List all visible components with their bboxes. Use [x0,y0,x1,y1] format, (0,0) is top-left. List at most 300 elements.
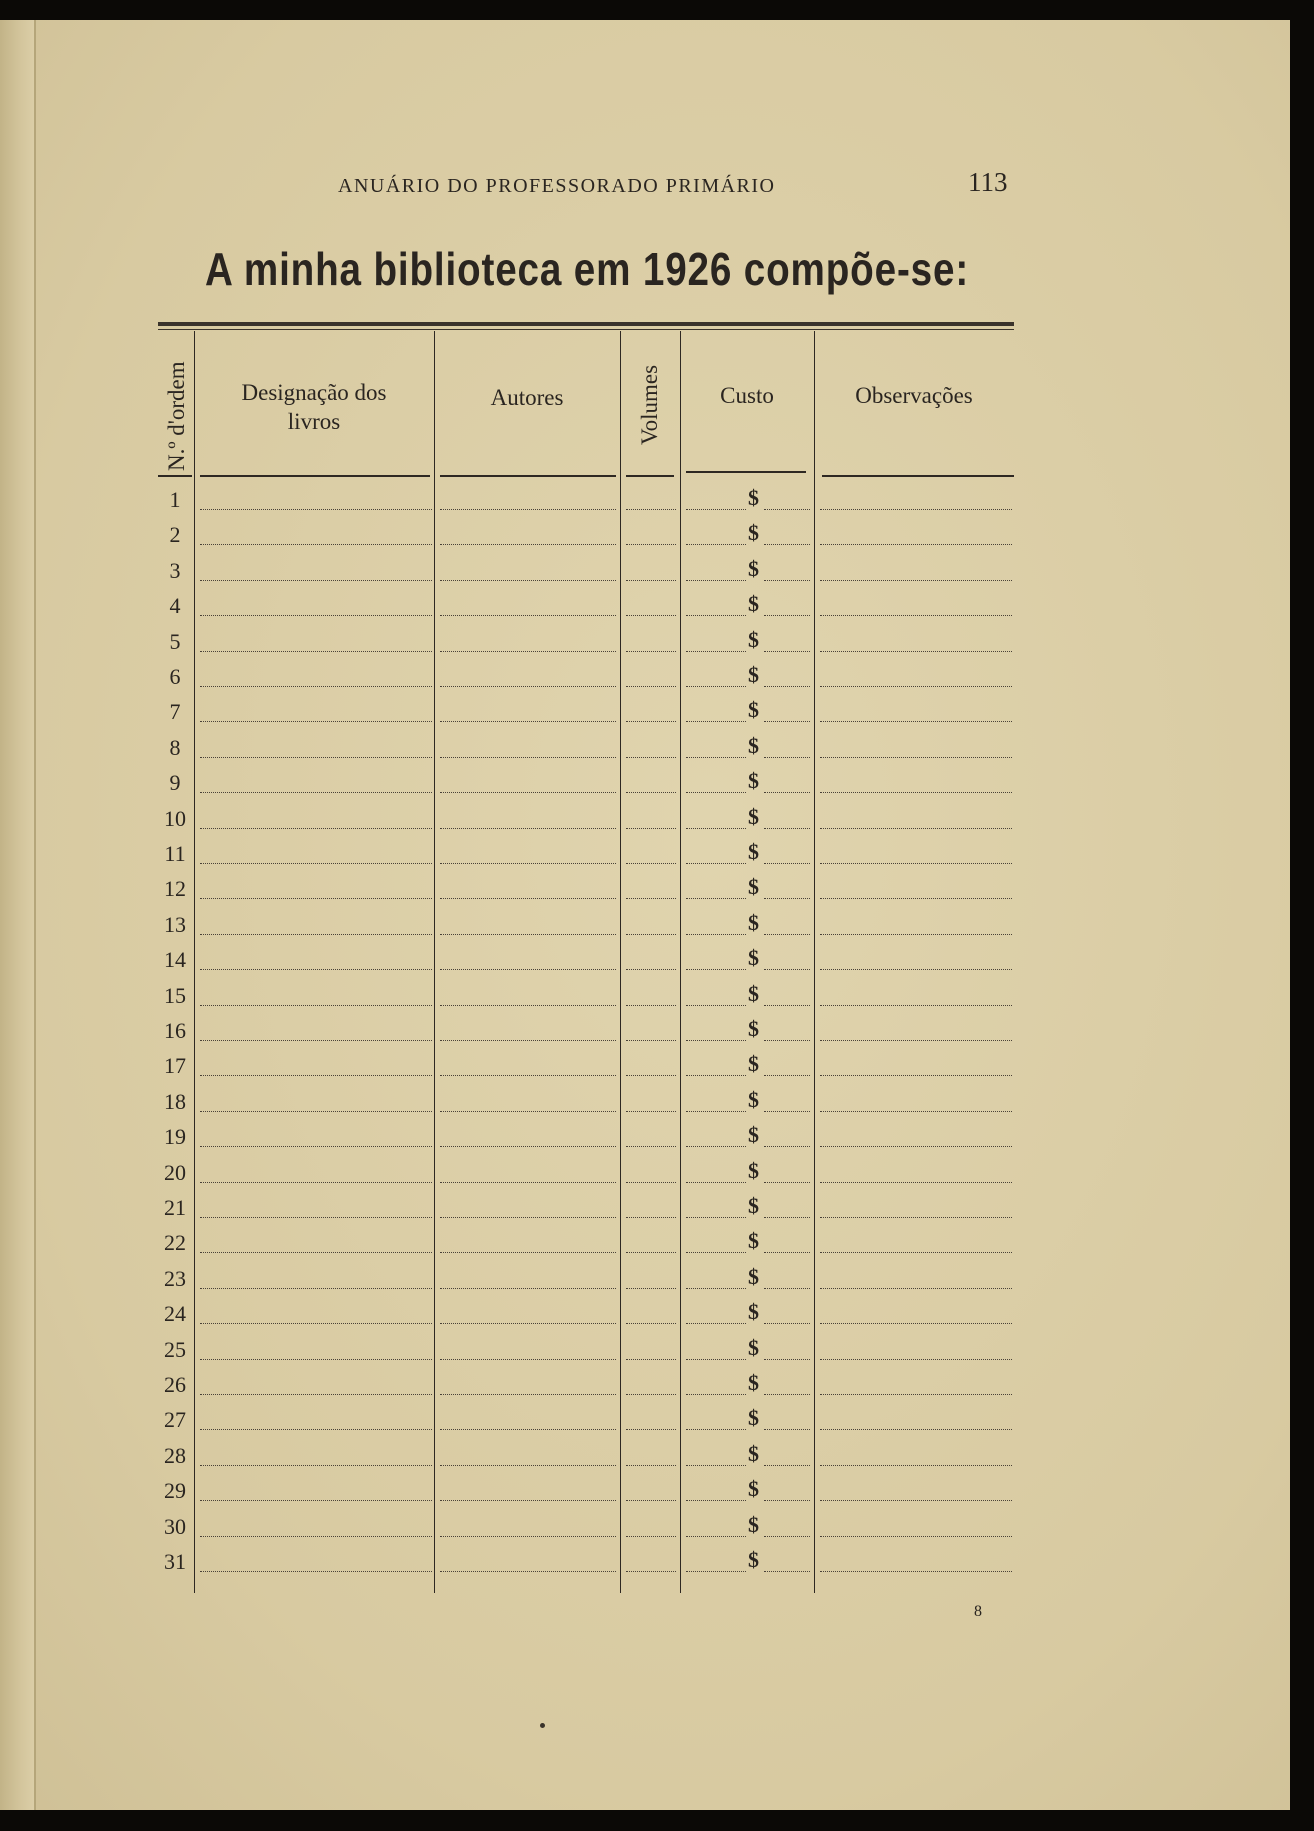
volumes-blank-line [626,792,676,793]
currency-symbol: $ [748,662,759,687]
currency-symbol: $ [748,945,759,971]
row-number: 3 [169,557,181,583]
table-row [158,1545,1014,1580]
designacao-blank-line [200,651,432,652]
custo-blank-line-left [686,1571,746,1572]
header-designacao-line1: Designação dos [241,380,387,405]
designacao-blank-line [200,1288,432,1289]
custo-blank-line-left [686,721,746,722]
table-row [158,695,1014,730]
volumes-blank-line [626,1500,676,1501]
custo-blank-line-left [686,1111,746,1112]
header-observacoes: Observações [855,383,973,408]
table-row [158,943,1014,978]
title-rule-thick [158,322,1014,326]
currency-symbol: $ [748,768,759,794]
header-rule [822,475,1014,477]
volumes-blank-line [626,1217,676,1218]
custo-blank-line-left [686,1536,746,1537]
currency-symbol: $ [748,1228,759,1254]
designacao-blank-line [200,1146,432,1147]
autores-blank-line [440,1252,616,1253]
row-number: 21 [164,1195,186,1220]
table-row [158,483,1014,518]
row-number: 20 [164,1159,186,1185]
designacao-blank-line [200,792,432,793]
autores-blank-line [440,1359,616,1360]
row-number: 22 [164,1230,186,1256]
currency-symbol: $ [748,1016,759,1041]
table-row [158,908,1014,943]
custo-blank-line-right [764,934,810,935]
designacao-blank-line [200,1040,432,1041]
designacao-blank-line [200,828,432,829]
designacao-blank-line [200,721,432,722]
table-row [158,1297,1014,1332]
custo-blank-line-left [686,1217,746,1218]
autores-blank-line [440,721,616,722]
observacoes-blank-line [820,1323,1012,1324]
custo-blank-line-left [686,1323,746,1324]
custo-blank-line-right [764,1536,810,1537]
currency-symbol: $ [748,555,759,581]
table-row [158,979,1014,1014]
observacoes-blank-line [820,1288,1012,1289]
volumes-blank-line [626,1075,676,1076]
table-row [158,1191,1014,1226]
custo-blank-line-right [764,509,810,510]
volumes-blank-line [626,1571,676,1572]
currency-symbol: $ [748,980,759,1006]
currency-symbol: $ [748,1440,759,1466]
custo-blank-line-right [764,1288,810,1289]
observacoes-blank-line [820,1252,1012,1253]
observacoes-blank-line [820,1182,1012,1183]
custo-blank-line-right [764,544,810,545]
table-row [158,802,1014,837]
custo-blank-line-right [764,615,810,616]
autores-blank-line [440,898,616,899]
autores-blank-line [440,580,616,581]
volumes-blank-line [626,1323,676,1324]
page-header [0,155,1290,195]
observacoes-blank-line [820,686,1012,687]
table-row [158,1156,1014,1191]
row-number: 26 [164,1372,186,1397]
row-number: 11 [164,841,186,866]
row-number: 25 [164,1336,186,1362]
custo-blank-line-left [686,828,746,829]
volumes-blank-line [626,1359,676,1360]
autores-blank-line [440,1040,616,1041]
designacao-blank-line [200,580,432,581]
row-number: 6 [169,664,181,689]
designacao-blank-line [200,1394,432,1395]
row-number: 10 [164,805,186,831]
observacoes-blank-line [820,615,1012,616]
library-ledger-table [158,331,1014,1591]
observacoes-blank-line [820,1005,1012,1006]
autores-blank-line [440,1465,616,1466]
currency-symbol: $ [748,1370,759,1395]
volumes-blank-line [626,934,676,935]
custo-blank-line-right [764,1394,810,1395]
row-number: 15 [164,982,186,1008]
currency-symbol: $ [748,1051,759,1077]
observacoes-blank-line [820,1429,1012,1430]
table-row [158,1014,1014,1049]
volumes-blank-line [626,544,676,545]
autores-blank-line [440,792,616,793]
row-number: 14 [164,947,186,973]
autores-blank-line [440,1323,616,1324]
custo-blank-line-right [764,1465,810,1466]
currency-symbol: $ [748,697,759,723]
volumes-blank-line [626,898,676,899]
currency-symbol: $ [748,1122,759,1148]
autores-blank-line [440,1182,616,1183]
row-number: 27 [164,1407,186,1433]
currency-symbol: $ [748,874,759,900]
row-number: 18 [164,1088,186,1114]
page-title: A minha biblioteca em 1926 compõe-se: [205,243,970,295]
custo-blank-line-left [686,969,746,970]
custo-blank-line-right [764,1252,810,1253]
designacao-blank-line [200,615,432,616]
autores-blank-line [440,934,616,935]
header-designacao [194,378,434,436]
volumes-blank-line [626,828,676,829]
row-number: 24 [164,1301,186,1327]
custo-blank-line-left [686,509,746,510]
custo-blank-line-left [686,686,746,687]
custo-blank-line-right [764,1323,810,1324]
observacoes-blank-line [820,721,1012,722]
autores-blank-line [440,615,616,616]
header-rule [626,475,674,477]
volumes-blank-line [626,1182,676,1183]
designacao-blank-line [200,863,432,864]
custo-blank-line-right [764,580,810,581]
table-row [158,1120,1014,1155]
row-number: 31 [164,1549,186,1574]
designacao-blank-line [200,1465,432,1466]
observacoes-blank-line [820,828,1012,829]
row-number: 4 [169,593,181,619]
table-row [158,1368,1014,1403]
table-row [158,625,1014,660]
custo-blank-line-left [686,1075,746,1076]
custo-blank-line-left [686,651,746,652]
row-number: 17 [164,1053,186,1079]
designacao-blank-line [200,509,432,510]
currency-symbol: $ [748,1299,759,1325]
designacao-blank-line [200,1536,432,1537]
custo-blank-line-right [764,651,810,652]
custo-blank-line-left [686,615,746,616]
designacao-blank-line [200,544,432,545]
designacao-blank-line [200,1005,432,1006]
custo-blank-line-right [764,1040,810,1041]
currency-symbol: $ [748,839,759,864]
header-rule [440,475,616,477]
autores-blank-line [440,544,616,545]
designacao-blank-line [200,898,432,899]
volumes-blank-line [626,721,676,722]
custo-blank-line-left [686,863,746,864]
autores-blank-line [440,651,616,652]
autores-blank-line [440,1288,616,1289]
autores-blank-line [440,1536,616,1537]
custo-blank-line-right [764,686,810,687]
row-number: 12 [164,876,186,902]
custo-blank-line-right [764,1359,810,1360]
currency-symbol: $ [748,732,759,758]
autores-blank-line [440,1394,616,1395]
autores-blank-line [440,1075,616,1076]
autores-blank-line [440,1005,616,1006]
custo-blank-line-left [686,1005,746,1006]
volumes-blank-line [626,1429,676,1430]
custo-blank-line-right [764,792,810,793]
designacao-blank-line [200,1252,432,1253]
custo-blank-line-left [686,1500,746,1501]
table-row [158,589,1014,624]
autores-blank-line [440,863,616,864]
row-number: 13 [164,911,186,937]
custo-blank-line-right [764,1005,810,1006]
custo-blank-line-left [686,1040,746,1041]
volumes-blank-line [626,1146,676,1147]
currency-symbol: $ [748,1086,759,1112]
signature-mark: 8 [974,1603,982,1620]
currency-symbol: $ [748,591,759,617]
running-header: ANUÁRIO DO PROFESSORADO PRIMÁRIO [338,175,776,197]
currency-symbol: $ [748,626,759,652]
row-number: 7 [169,699,181,725]
custo-blank-line-left [686,1394,746,1395]
designacao-blank-line [200,1075,432,1076]
designacao-blank-line [200,1182,432,1183]
header-volumes: Volumes [637,364,662,445]
table-row [158,1510,1014,1545]
observacoes-blank-line [820,1500,1012,1501]
header-numero-ordem: N.º d'ordem [164,361,189,471]
custo-blank-line-left [686,1288,746,1289]
observacoes-blank-line [820,580,1012,581]
page-number: 113 [968,167,1008,197]
volumes-blank-line [626,1111,676,1112]
custo-blank-line-right [764,1217,810,1218]
autores-blank-line [440,1146,616,1147]
row-number: 8 [169,734,181,760]
observacoes-blank-line [820,1571,1012,1572]
volumes-blank-line [626,863,676,864]
currency-symbol: $ [748,1157,759,1183]
table-row [158,872,1014,907]
custo-blank-line-right [764,1500,810,1501]
volumes-blank-line [626,509,676,510]
designacao-blank-line [200,757,432,758]
designacao-blank-line [200,1323,432,1324]
observacoes-blank-line [820,1394,1012,1395]
autores-blank-line [440,1217,616,1218]
volumes-blank-line [626,1394,676,1395]
header-rule [686,471,806,473]
custo-blank-line-right [764,863,810,864]
autores-blank-line [440,686,616,687]
currency-symbol: $ [748,1511,759,1537]
title-rule-thin [158,329,1014,330]
autores-blank-line [440,1429,616,1430]
table-row [158,1262,1014,1297]
observacoes-blank-line [820,863,1012,864]
custo-blank-line-right [764,1429,810,1430]
custo-blank-line-left [686,1252,746,1253]
custo-blank-line-left [686,580,746,581]
custo-blank-line-left [686,1429,746,1430]
paper-speck [540,1723,545,1728]
custo-blank-line-left [686,544,746,545]
currency-symbol: $ [748,485,759,510]
volumes-blank-line [626,1465,676,1466]
row-number: 23 [164,1265,186,1291]
volumes-blank-line [626,580,676,581]
volumes-blank-line [626,1288,676,1289]
custo-blank-line-left [686,1146,746,1147]
table-row [158,1474,1014,1509]
designacao-blank-line [200,1429,432,1430]
custo-blank-line-right [764,757,810,758]
table-row [158,1049,1014,1084]
designacao-blank-line [200,1111,432,1112]
designacao-blank-line [200,969,432,970]
designacao-blank-line [200,686,432,687]
table-row [158,731,1014,766]
row-number: 5 [169,628,181,654]
designacao-blank-line [200,1217,432,1218]
observacoes-blank-line [820,544,1012,545]
currency-symbol: $ [748,1476,759,1502]
row-number: 9 [169,770,181,796]
currency-symbol: $ [748,520,759,546]
currency-symbol: $ [748,1263,759,1289]
row-number: 2 [169,522,181,548]
row-number: 19 [164,1124,186,1150]
custo-blank-line-right [764,1571,810,1572]
volumes-blank-line [626,1536,676,1537]
volumes-blank-line [626,969,676,970]
autores-blank-line [440,1571,616,1572]
table-row [158,1403,1014,1438]
custo-blank-line-right [764,828,810,829]
observacoes-blank-line [820,898,1012,899]
row-number: 1 [169,487,181,512]
observacoes-blank-line [820,1536,1012,1537]
volumes-blank-line [626,615,676,616]
header-custo: Custo [720,383,774,408]
row-number: 16 [164,1018,186,1043]
table-row [158,1333,1014,1368]
observacoes-blank-line [820,1217,1012,1218]
observacoes-blank-line [820,757,1012,758]
header-autores: Autores [490,385,564,410]
autores-blank-line [440,969,616,970]
row-number: 30 [164,1513,186,1539]
table-row [158,837,1014,872]
table-row [158,660,1014,695]
custo-blank-line-right [764,1075,810,1076]
autores-blank-line [440,828,616,829]
volumes-blank-line [626,651,676,652]
row-number: 29 [164,1478,186,1504]
volumes-blank-line [626,1252,676,1253]
observacoes-blank-line [820,1040,1012,1041]
custo-blank-line-right [764,1111,810,1112]
observacoes-blank-line [820,934,1012,935]
header-rule [200,475,430,477]
designacao-blank-line [200,934,432,935]
table-row [158,554,1014,589]
custo-blank-line-left [686,898,746,899]
observacoes-blank-line [820,969,1012,970]
header-designacao-line2: livros [287,409,341,434]
currency-symbol: $ [748,803,759,829]
designacao-blank-line [200,1500,432,1501]
table-row [158,1226,1014,1261]
autores-blank-line [440,1500,616,1501]
custo-blank-line-left [686,934,746,935]
autores-blank-line [440,509,616,510]
currency-symbol: $ [748,909,759,935]
volumes-blank-line [626,686,676,687]
row-number: 28 [164,1442,186,1468]
currency-symbol: $ [748,1193,759,1218]
observacoes-blank-line [820,509,1012,510]
designacao-blank-line [200,1359,432,1360]
observacoes-blank-line [820,1146,1012,1147]
observacoes-blank-line [820,1465,1012,1466]
header-rule [158,475,192,477]
volumes-blank-line [626,757,676,758]
custo-blank-line-left [686,1182,746,1183]
custo-blank-line-left [686,757,746,758]
observacoes-blank-line [820,792,1012,793]
custo-blank-line-left [686,1359,746,1360]
observacoes-blank-line [820,1075,1012,1076]
book-page [0,20,1290,1810]
custo-blank-line-right [764,969,810,970]
volumes-blank-line [626,1005,676,1006]
observacoes-blank-line [820,1359,1012,1360]
observacoes-blank-line [820,1111,1012,1112]
autores-blank-line [440,757,616,758]
table-row [158,518,1014,553]
observacoes-blank-line [820,651,1012,652]
custo-blank-line-right [764,898,810,899]
custo-blank-line-right [764,1146,810,1147]
table-row [158,1439,1014,1474]
volumes-blank-line [626,1040,676,1041]
currency-symbol: $ [748,1334,759,1360]
custo-blank-line-right [764,1182,810,1183]
designacao-blank-line [200,1571,432,1572]
autores-blank-line [440,1111,616,1112]
table-row [158,766,1014,801]
custo-blank-line-left [686,1465,746,1466]
page-binding-edge [0,20,36,1810]
currency-symbol: $ [748,1547,759,1572]
